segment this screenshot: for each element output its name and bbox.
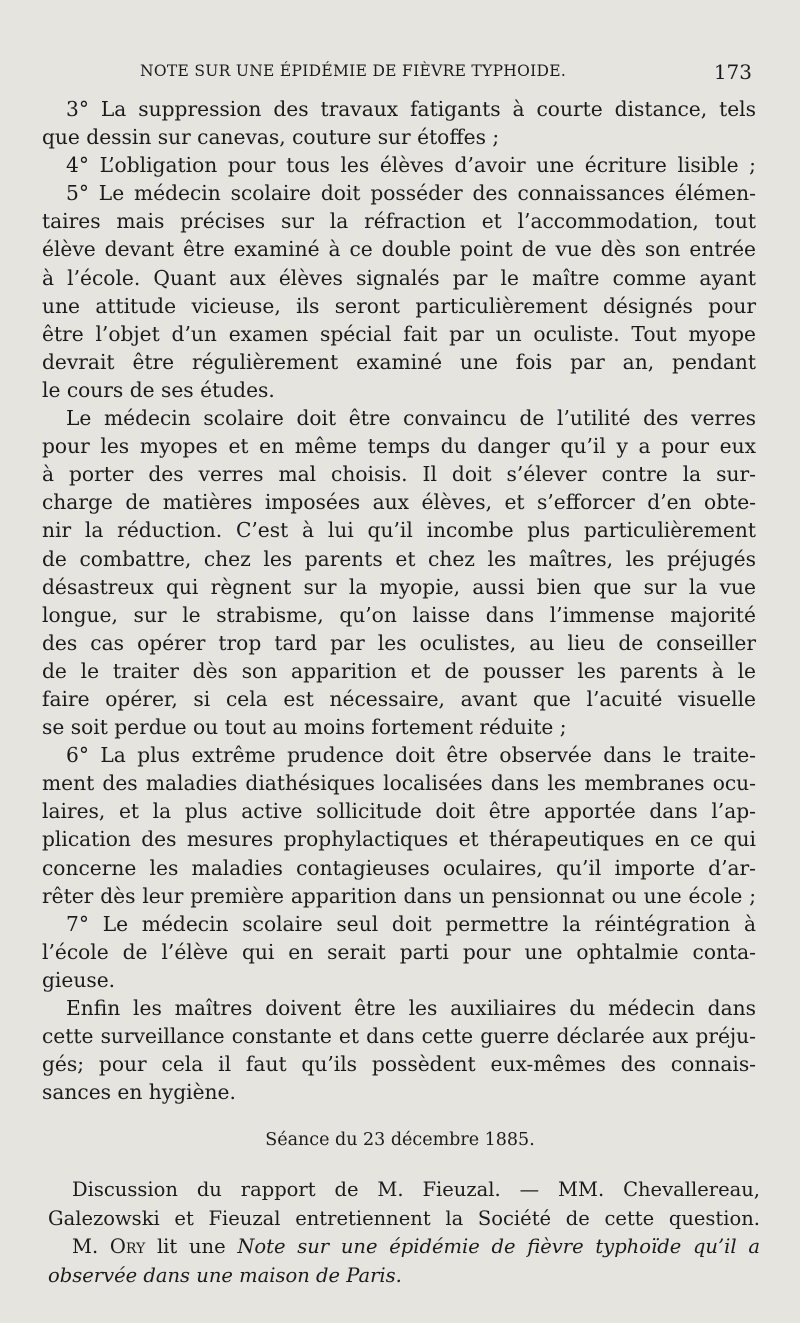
text-line: de combattre, chez les parents et chez les maîtres, les préjugés: [42, 546, 756, 571]
text-line: longue, sur le strabisme, qu’on laisse dans l’immense majorité: [42, 602, 756, 627]
page-number: 173: [713, 60, 752, 84]
text-line: sances en hygiène.: [42, 1080, 236, 1105]
text-line: de le traiter dès son apparition et de pousser les parents à le: [42, 658, 756, 683]
session-heading: Séance du 23 décembre 1885.: [265, 1130, 535, 1150]
text-line: faire opérer, si cela est nécessaire, avant que l’acuité visuelle: [42, 686, 756, 711]
text-line: à l’école. Quant aux élèves signalés par le maître comme ayant: [42, 265, 756, 290]
text-line: gieuse.: [42, 967, 116, 992]
note-verb: lit une: [145, 1235, 238, 1258]
text-line: des cas opérer trop tard par les oculistes, au lieu de conseiller: [42, 630, 756, 655]
text-line: élève devant être examiné à ce double point de vue dès son entrée: [42, 237, 756, 262]
text-line: gés; pour cela il faut qu’ils possèdent eux-mêmes des connais-: [42, 1052, 756, 1077]
note-title: Note sur une épidémie de fièvre typhoïde qu’il a: [237, 1235, 760, 1258]
text-line: désastreux qui règnent sur la myopie, aussi bien que sur la vue: [42, 574, 756, 599]
text-line: 6° La plus extrême prudence doit être observée dans le traite-: [66, 743, 756, 768]
text-line: être l’objet d’un examen spécial fait par un oculiste. Tout myope: [42, 321, 756, 346]
text-line: taires mais précises sur la réfraction et l’accommodation, tout: [42, 209, 756, 234]
text-line: pour les myopes et en même temps du danger qu’il y a pour eux: [42, 434, 756, 459]
text-line: se soit perdue ou tout au moins fortement réduite ;: [42, 715, 567, 740]
text-line: rêter dès leur première apparition dans un pensionnat ou une école ;: [42, 883, 756, 908]
text-line: Enfin les maîtres doivent être les auxiliaires du médecin dans: [66, 996, 756, 1020]
note-line: [48, 1233, 760, 1262]
text-line: une attitude vicieuse, ils seront particulièrement désignés pour: [42, 293, 756, 318]
discussion-line: Galezowski et Fieuzal entretiennent la Société de cette question.: [48, 1206, 760, 1230]
text-line: à porter des verres mal choisis. Il doit s’élever contre la sur-: [42, 462, 756, 487]
text-line: concerne les maladies contagieuses oculaires, qu’il importe d’ar-: [42, 855, 756, 880]
note-title-continued: observée dans une maison de Paris.: [48, 1263, 402, 1287]
text-line: ment des maladies diathésiques localisées dans les membranes ocu-: [42, 771, 756, 796]
discussion-line: Discussion du rapport de M. Fieuzal. — MM. Chevallereau,: [72, 1178, 760, 1201]
text-line: charge de matières imposées aux élèves, et s’efforcer d’en obte-: [42, 490, 756, 515]
note-author: Ory: [109, 1235, 146, 1258]
discussion-section: [48, 1176, 760, 1290]
text-line: que dessin sur canevas, couture sur étoffes ;: [42, 125, 500, 150]
text-line: 5° Le médecin scolaire doit posséder des connaissances élémen-: [66, 181, 756, 206]
text-line: le cours de ses études.: [42, 377, 275, 402]
text-line: 3° La suppression des travaux fatigants à courte distance, tels: [66, 97, 756, 121]
text-line: nir la réduction. C’est à lui qu’il incombe plus particulièrement: [42, 518, 756, 543]
text-line: 7° Le médecin scolaire seul doit permettre la réintégration à: [66, 911, 756, 936]
running-header: NOTE SUR UNE ÉPIDÉMIE DE FIÈVRE TYPHOIDE.: [140, 62, 567, 80]
text-line: devrait être régulièrement examiné une fois par an, pendant: [42, 349, 756, 374]
note-prefix: M.: [72, 1235, 110, 1258]
body-text: [42, 95, 756, 1106]
text-line: cette surveillance constante et dans cette guerre déclarée aux préju-: [42, 1024, 756, 1049]
text-line: Le médecin scolaire doit être convaincu de l’utilité des verres: [66, 406, 756, 431]
text-line: 4° L’obligation pour tous les élèves d’avoir une écriture lisible ;: [66, 153, 756, 178]
text-line: plication des mesures prophylactiques et thérapeutiques en ce qui: [42, 827, 756, 852]
text-line: laires, et la plus active sollicitude doit être apportée dans l’ap-: [42, 799, 756, 824]
text-line: l’école de l’élève qui en serait parti pour une ophtalmie conta-: [42, 939, 756, 964]
